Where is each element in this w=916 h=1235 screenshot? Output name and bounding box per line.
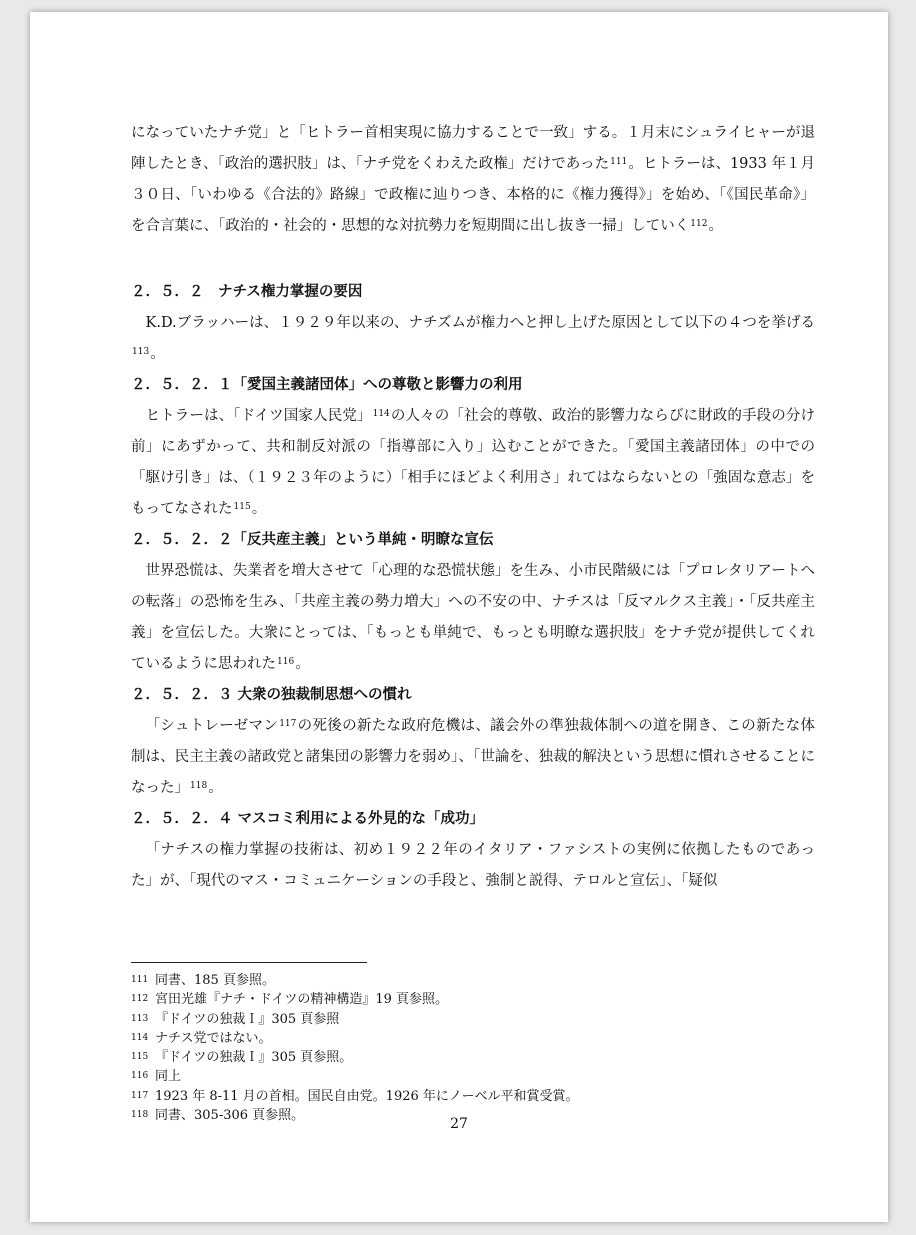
footnote-text: 同書、185 頁参照。 bbox=[155, 973, 275, 988]
paragraph-text: 。ヒトラーは、1933 年１月３０日、「いわゆる《合法的》路線」で政権に辿りつき、本格的に《権力獲得》」を始め、「《国民革命》」を合言葉に、「政治的・社会的・思想的な対抗勢力を短期間に出し抜き一掃」していく bbox=[131, 156, 815, 234]
footnote-number: 115 bbox=[131, 1052, 149, 1063]
paragraph-text: 「ナチスの権力掌握の技術は、初め１９２２年のイタリア・ファシストの実例に依拠したものであった」が、「現代のマス・コミュニケーションの手段と、強制と説得、テロルと宣伝」、「疑似 bbox=[131, 842, 815, 889]
section-heading-2-5-2-3: ２．５．２．３ 大衆の独裁制思想への慣れ bbox=[131, 687, 412, 703]
footnote-ref[interactable]: 116 bbox=[277, 657, 295, 667]
footnote-number: 114 bbox=[131, 1032, 149, 1043]
footnote-item bbox=[131, 1067, 815, 1086]
footnote-item bbox=[131, 1048, 815, 1067]
section-heading-2-5-2: ２．５．２ ナチス権力掌握の要因 bbox=[131, 284, 363, 300]
paragraph-text: 。 bbox=[708, 218, 723, 234]
footnote-ref[interactable]: 117 bbox=[279, 719, 297, 729]
paragraph-text: 。 bbox=[295, 656, 310, 672]
paragraph-text: 世界恐慌は、失業者を増大させて「心理的な恐慌状態」を生み、小市民階級には「プロレタリアートへの転落」の恐怖を生み、「共産主義の勢力増大」への不安の中、ナチスは「反マルクス主義」・「反共産主義」を宣伝した。大衆にとっては、「もっとも単純で、もっとも明瞭な選択肢」をナチ党が提供してくれているように思われた bbox=[131, 563, 815, 672]
footnote-text: 1923 年 8-11 月の首相。国民自由党。1926 年にノーベル平和賞受賞。 bbox=[155, 1088, 579, 1104]
footnote-ref[interactable]: 114 bbox=[372, 409, 390, 419]
paragraph-text: K.D.ブラッハーは、１９２９年以来の、ナチズムが権力へと押し上げた原因として以下の４つを挙げる bbox=[145, 315, 815, 331]
section-heading-2-5-2-1: ２．５．２．１「愛国主義諸団体」への尊敬と影響力の利用 bbox=[131, 377, 523, 393]
footnote-text: 同上 bbox=[155, 1069, 182, 1085]
paragraph-1 bbox=[131, 118, 815, 242]
footnote-ref[interactable]: 112 bbox=[690, 219, 708, 229]
paragraph-text: になっていたナチ党」と「ヒトラー首相実現に協力することで一致」する。１月末にシュライヒャーが退陣したとき、「政治的選択肢」は、「ナチ党をくわえた政権」だけであった bbox=[131, 125, 815, 172]
footnote-text: 宮田光雄『ナチ・ドイツの精神構造』19 頁参照。 bbox=[155, 992, 449, 1008]
footnote-item bbox=[131, 990, 815, 1009]
section-heading-2-5-2-4: ２．５．２．４ マスコミ利用による外見的な「成功」 bbox=[131, 811, 485, 827]
paragraph-3 bbox=[131, 401, 815, 525]
footnote-number: 113 bbox=[131, 1013, 149, 1024]
footnote-ref[interactable]: 115 bbox=[233, 502, 251, 512]
footnotes bbox=[131, 971, 815, 1125]
footnote-item bbox=[131, 1087, 815, 1106]
paragraph-text: 「シュトレーゼマン bbox=[145, 718, 279, 734]
footnote-item bbox=[131, 1029, 815, 1048]
footnote-text: 『ドイツの独裁Ｉ』305 頁参照。 bbox=[155, 1050, 353, 1066]
footnote-divider bbox=[131, 962, 367, 963]
paragraph-4 bbox=[131, 556, 815, 680]
paragraph-text: ヒトラーは、「ドイツ国家人民党」 bbox=[145, 408, 372, 424]
paragraph-text: 。 bbox=[251, 501, 267, 517]
paragraph-text: の人々の「社会的尊敬、政治的影響力ならびに財政的手段の分け前」にあずかって、共和制反対派の「指導部に入り」込むことができた。「愛国主義諸団体」の中での「駆け引き」は、（１９２３年のように）「相手にほどよく利用さ」れてはならないとの「強固な意志」をもってなされた bbox=[131, 408, 816, 517]
footnote-number: 112 bbox=[131, 994, 149, 1005]
footnote-ref[interactable]: 113 bbox=[132, 347, 150, 357]
footnote-ref[interactable]: 118 bbox=[190, 781, 208, 791]
footnote-text: 同書、305-306 頁参照。 bbox=[155, 1108, 305, 1124]
footnote-number: 117 bbox=[131, 1090, 149, 1101]
page-number: 27 bbox=[450, 1116, 468, 1132]
footnote-item bbox=[131, 1010, 815, 1029]
footnote-item bbox=[131, 971, 815, 990]
paragraph-5 bbox=[131, 711, 815, 804]
paragraph-2 bbox=[131, 308, 815, 370]
paragraph-text: 。 bbox=[208, 780, 223, 796]
paragraph-6 bbox=[131, 835, 815, 897]
footnote-number: 116 bbox=[131, 1071, 149, 1082]
footnote-text: 『ドイツの独裁Ｉ』305 頁参照 bbox=[155, 1011, 340, 1027]
footnote-text: ナチス党ではない。 bbox=[155, 1030, 272, 1046]
footnote-number: 111 bbox=[131, 975, 149, 985]
section-heading-2-5-2-2: ２．５．２．２「反共産主義」という単純・明瞭な宣伝 bbox=[131, 532, 494, 548]
paragraph-text: 。 bbox=[150, 346, 165, 362]
paragraph-text: の死後の新たな政府危機は、議会外の準独裁体制への道を開き、この新たな体制は、民主主義の諸政党と諸集団の影響力を弱め」、「世論を、独裁的解決という思想に慣れさせることになった」 bbox=[131, 718, 816, 796]
document-page bbox=[30, 12, 888, 1222]
page-body bbox=[131, 118, 815, 897]
footnote-ref[interactable]: 111 bbox=[610, 157, 628, 167]
footnote-number: 118 bbox=[131, 1110, 149, 1121]
